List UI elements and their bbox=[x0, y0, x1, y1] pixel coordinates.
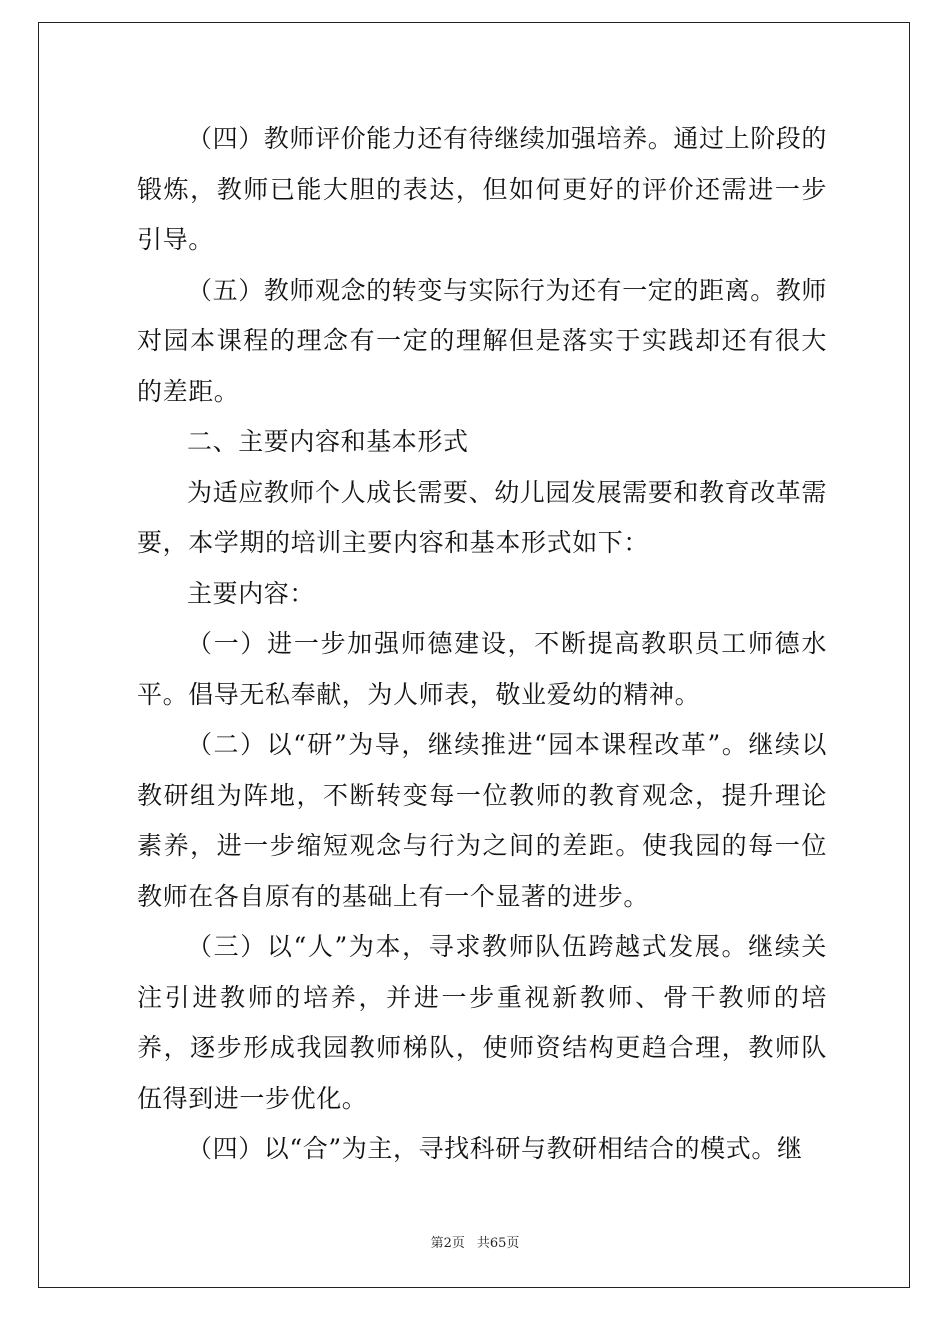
total-page-count: 共65页 bbox=[476, 1236, 520, 1251]
paragraph-4: （一）进一步加强师德建设，不断提高教职员工师德水平。倡导无私奉献，为人师表，敬业爱幼的精神。 bbox=[137, 629, 827, 709]
section-heading: 二、主要内容和基本形式 bbox=[187, 427, 469, 456]
paragraph-5: （二）以“研”为导，继续推进“园本课程改革”。继续以教研组为阵地，不断转变每一位教师的教育观念，提升理论素养，进一步缩短观念与行为之间的差距。使我园的每一位教师在各自原有的基础上有一个显著的进步。 bbox=[137, 730, 827, 911]
paragraph-6: （三）以“人”为本，寻求教师队伍跨越式发展。继续关注引进教师的培养，并进一步重视新教师、骨干教师的培养，逐步形成我园教师梯队，使师资结构更趋合理，教师队伍得到进一步优化。 bbox=[137, 932, 827, 1113]
document-body bbox=[137, 114, 827, 1175]
paragraph-3: 为适应教师个人成长需要、幼儿园发展需要和教育改革需要，本学期的培训主要内容和基本形式如下： bbox=[137, 477, 828, 557]
paragraph-7: （四）以“合”为主，寻找科研与教研相结合的模式。继 bbox=[187, 1134, 803, 1163]
subheading-main-content: 主要内容： bbox=[187, 578, 316, 608]
paragraph-2: （五）教师观念的转变与实际行为还有一定的距离。教师对园本课程的理念有一定的理解但是落实于实践却还有很大的差距。 bbox=[137, 275, 828, 406]
page-footer bbox=[0, 1232, 950, 1251]
current-page-number: 第2页 bbox=[430, 1236, 465, 1251]
paragraph-1: （四）教师评价能力还有待继续加强培养。通过上阶段的锻炼，教师已能大胆的表达，但如何更好的评价还需进一步引导。 bbox=[137, 124, 828, 254]
